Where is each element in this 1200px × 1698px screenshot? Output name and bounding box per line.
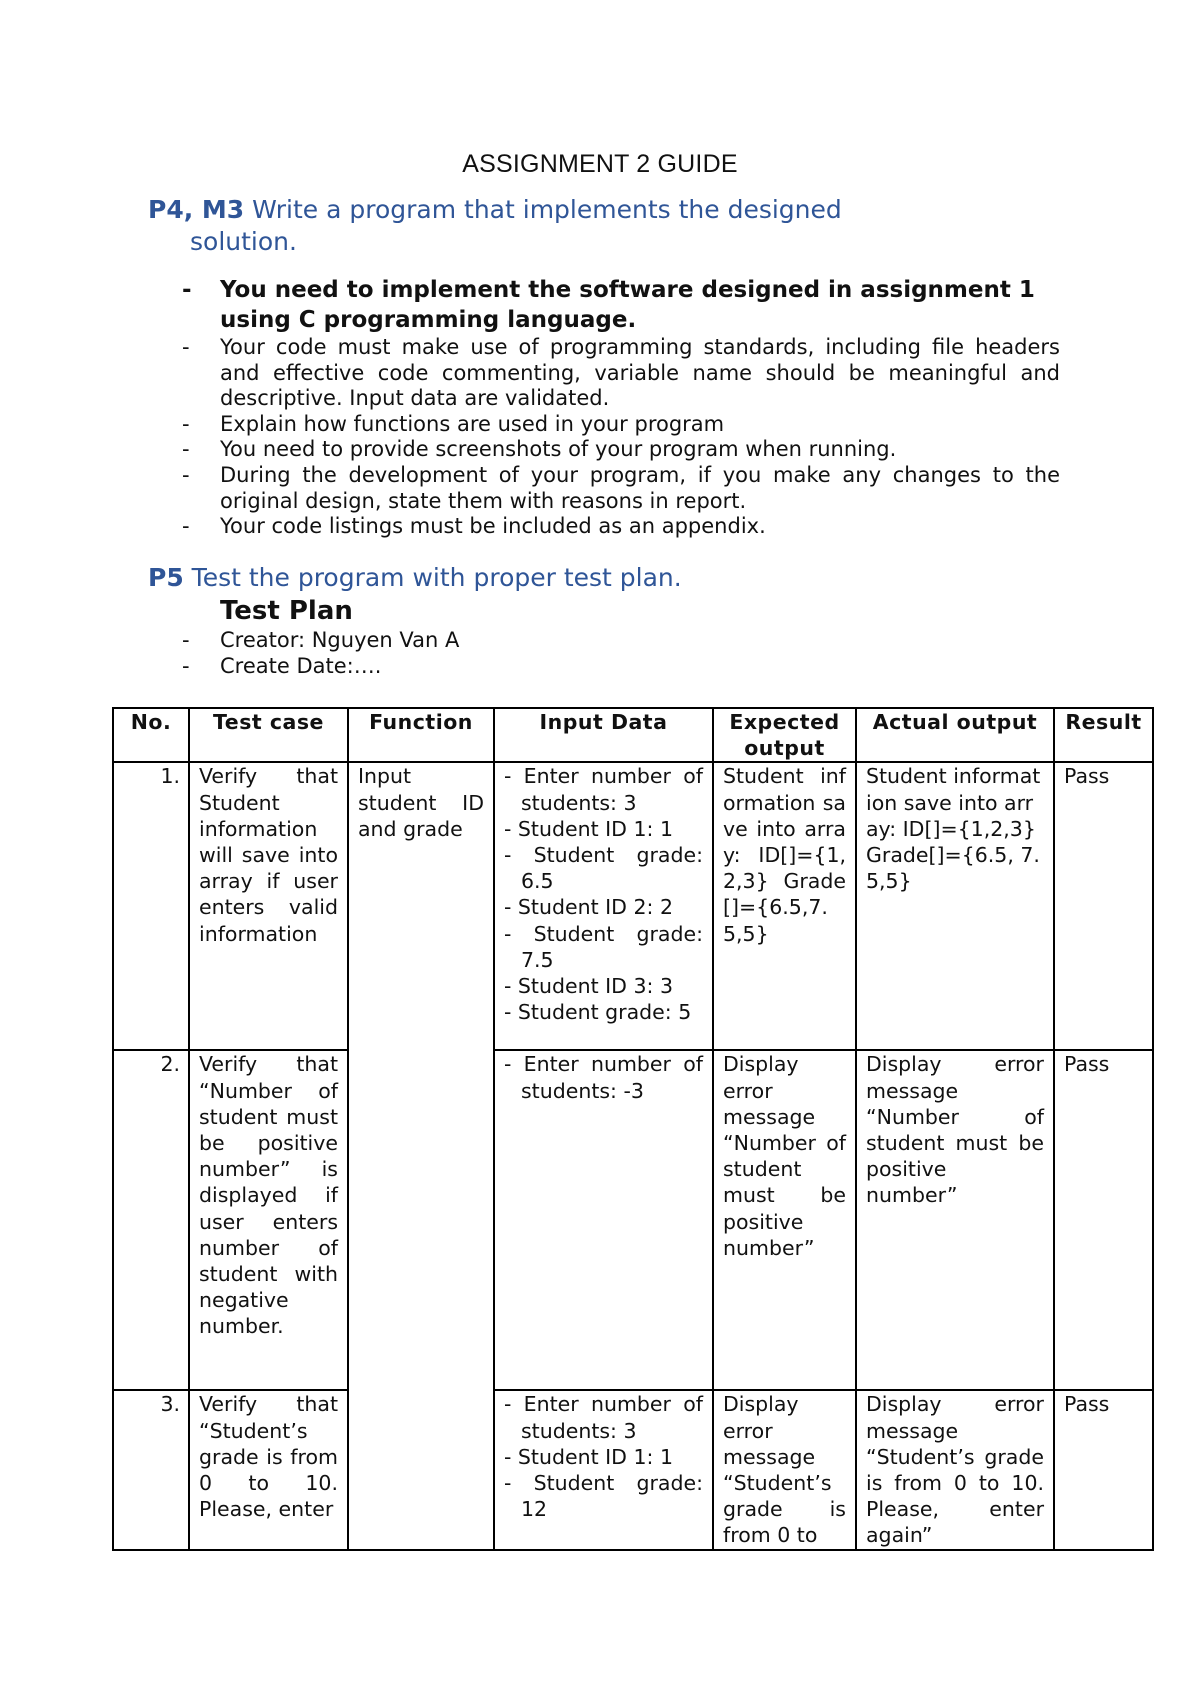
input-item: - Student grade: 12	[504, 1471, 703, 1522]
input-item: - Student ID 3: 3	[504, 974, 673, 999]
list-item: - You need to provide screenshots of your program when running.	[182, 437, 897, 462]
cell-input-data	[494, 1050, 713, 1390]
section-heading-p4	[148, 194, 842, 258]
input-item: - Student ID 1: 1	[504, 1444, 673, 1469]
cell-input-data	[494, 762, 713, 1050]
cell-expected-output: Display error message “Number of student must be positive number”	[713, 1050, 856, 1390]
cell-no: 1.	[113, 762, 189, 1050]
section-heading-p5-text: Test the program with proper test plan.	[191, 563, 682, 592]
list-item: - You need to implement the software designed in assignment 1 using C programming language.	[182, 277, 1035, 333]
table-row	[113, 762, 1153, 1050]
cell-actual-output: Display error message “Student’s grade is from 0 to 10. Please, enter again”	[856, 1390, 1054, 1549]
list-item: - During the development of your program, if you make any changes to the original design, state them with reasons in report.	[182, 462, 1060, 513]
test-plan-meta-list	[182, 627, 1060, 679]
section-code-p4: P4, M3	[148, 195, 245, 224]
cell-no: 2.	[113, 1050, 189, 1390]
input-item: - Enter number of students: 3	[504, 1392, 703, 1443]
input-item: - Enter number of students: -3	[504, 1052, 703, 1103]
test-plan-table	[112, 707, 1154, 1551]
cell-actual-output: Student information save into array: ID[]={1,2,3} Grade[]={6.5, 7.5,5}	[856, 762, 1054, 1050]
table-row	[113, 1390, 1153, 1549]
section-heading-p4-text: Write a program that implements the designed	[252, 195, 842, 224]
list-item: - Your code must make use of programming standards, including file headers and effective code commenting, variable name should be meaningful and descriptive. Input data are validated.	[182, 335, 1060, 411]
cell-result: Pass	[1054, 762, 1153, 1050]
list-item: - Explain how functions are used in your program	[182, 411, 725, 436]
input-item: - Student grade: 6.5	[504, 843, 703, 894]
document-title: ASSIGNMENT 2 GUIDE	[462, 150, 738, 178]
table-header-row	[113, 708, 1153, 762]
cell-expected-output: Display error message “Student’s grade is from 0 to	[713, 1390, 856, 1549]
input-item: - Enter number of students: 3	[504, 764, 703, 815]
cell-test-case: Verify that “Number of student must be positive number” is displayed if user enters number of student with negative number.	[189, 1050, 348, 1390]
cell-actual-output: Display error message “Number of student must be positive number”	[856, 1050, 1054, 1390]
input-item: - Student grade: 7.5	[504, 921, 703, 972]
input-item: - Student ID 2: 2	[504, 895, 673, 920]
column-header: Result	[1054, 708, 1153, 762]
input-item: - Student grade: 5	[504, 1000, 692, 1025]
cell-input-data	[494, 1390, 713, 1549]
list-item: - Creator: Nguyen Van A	[182, 628, 460, 652]
list-item: - Create Date:….	[182, 654, 382, 678]
cell-test-case: Verify that Student information will save into array if user enters valid information	[189, 762, 348, 1050]
cell-test-case: Verify that “Student’s grade is from 0 to 10. Please, enter	[189, 1390, 348, 1549]
cell-function: Input student ID and grade	[348, 762, 494, 1549]
test-plan-title: Test Plan	[220, 596, 353, 626]
cell-no: 3.	[113, 1390, 189, 1549]
column-header: No.	[113, 708, 189, 762]
cell-result: Pass	[1054, 1390, 1153, 1549]
section-heading-p5	[148, 562, 682, 594]
cell-expected-output: Student information save into array: ID[]={1,2,3} Grade[]={6.5,7.5,5}	[713, 762, 856, 1050]
cell-result: Pass	[1054, 1050, 1153, 1390]
column-header: Expected output	[713, 708, 856, 762]
p4-requirements-list	[182, 276, 1060, 540]
section-heading-p4-cont: solution.	[190, 227, 297, 256]
input-item: - Student ID 1: 1	[504, 816, 673, 841]
column-header: Input Data	[494, 708, 713, 762]
list-item: - Your code listings must be included as an appendix.	[182, 514, 766, 539]
table-row	[113, 1050, 1153, 1390]
column-header: Test case	[189, 708, 348, 762]
column-header: Actual output	[856, 708, 1054, 762]
section-code-p5: P5	[148, 563, 184, 592]
column-header: Function	[348, 708, 494, 762]
